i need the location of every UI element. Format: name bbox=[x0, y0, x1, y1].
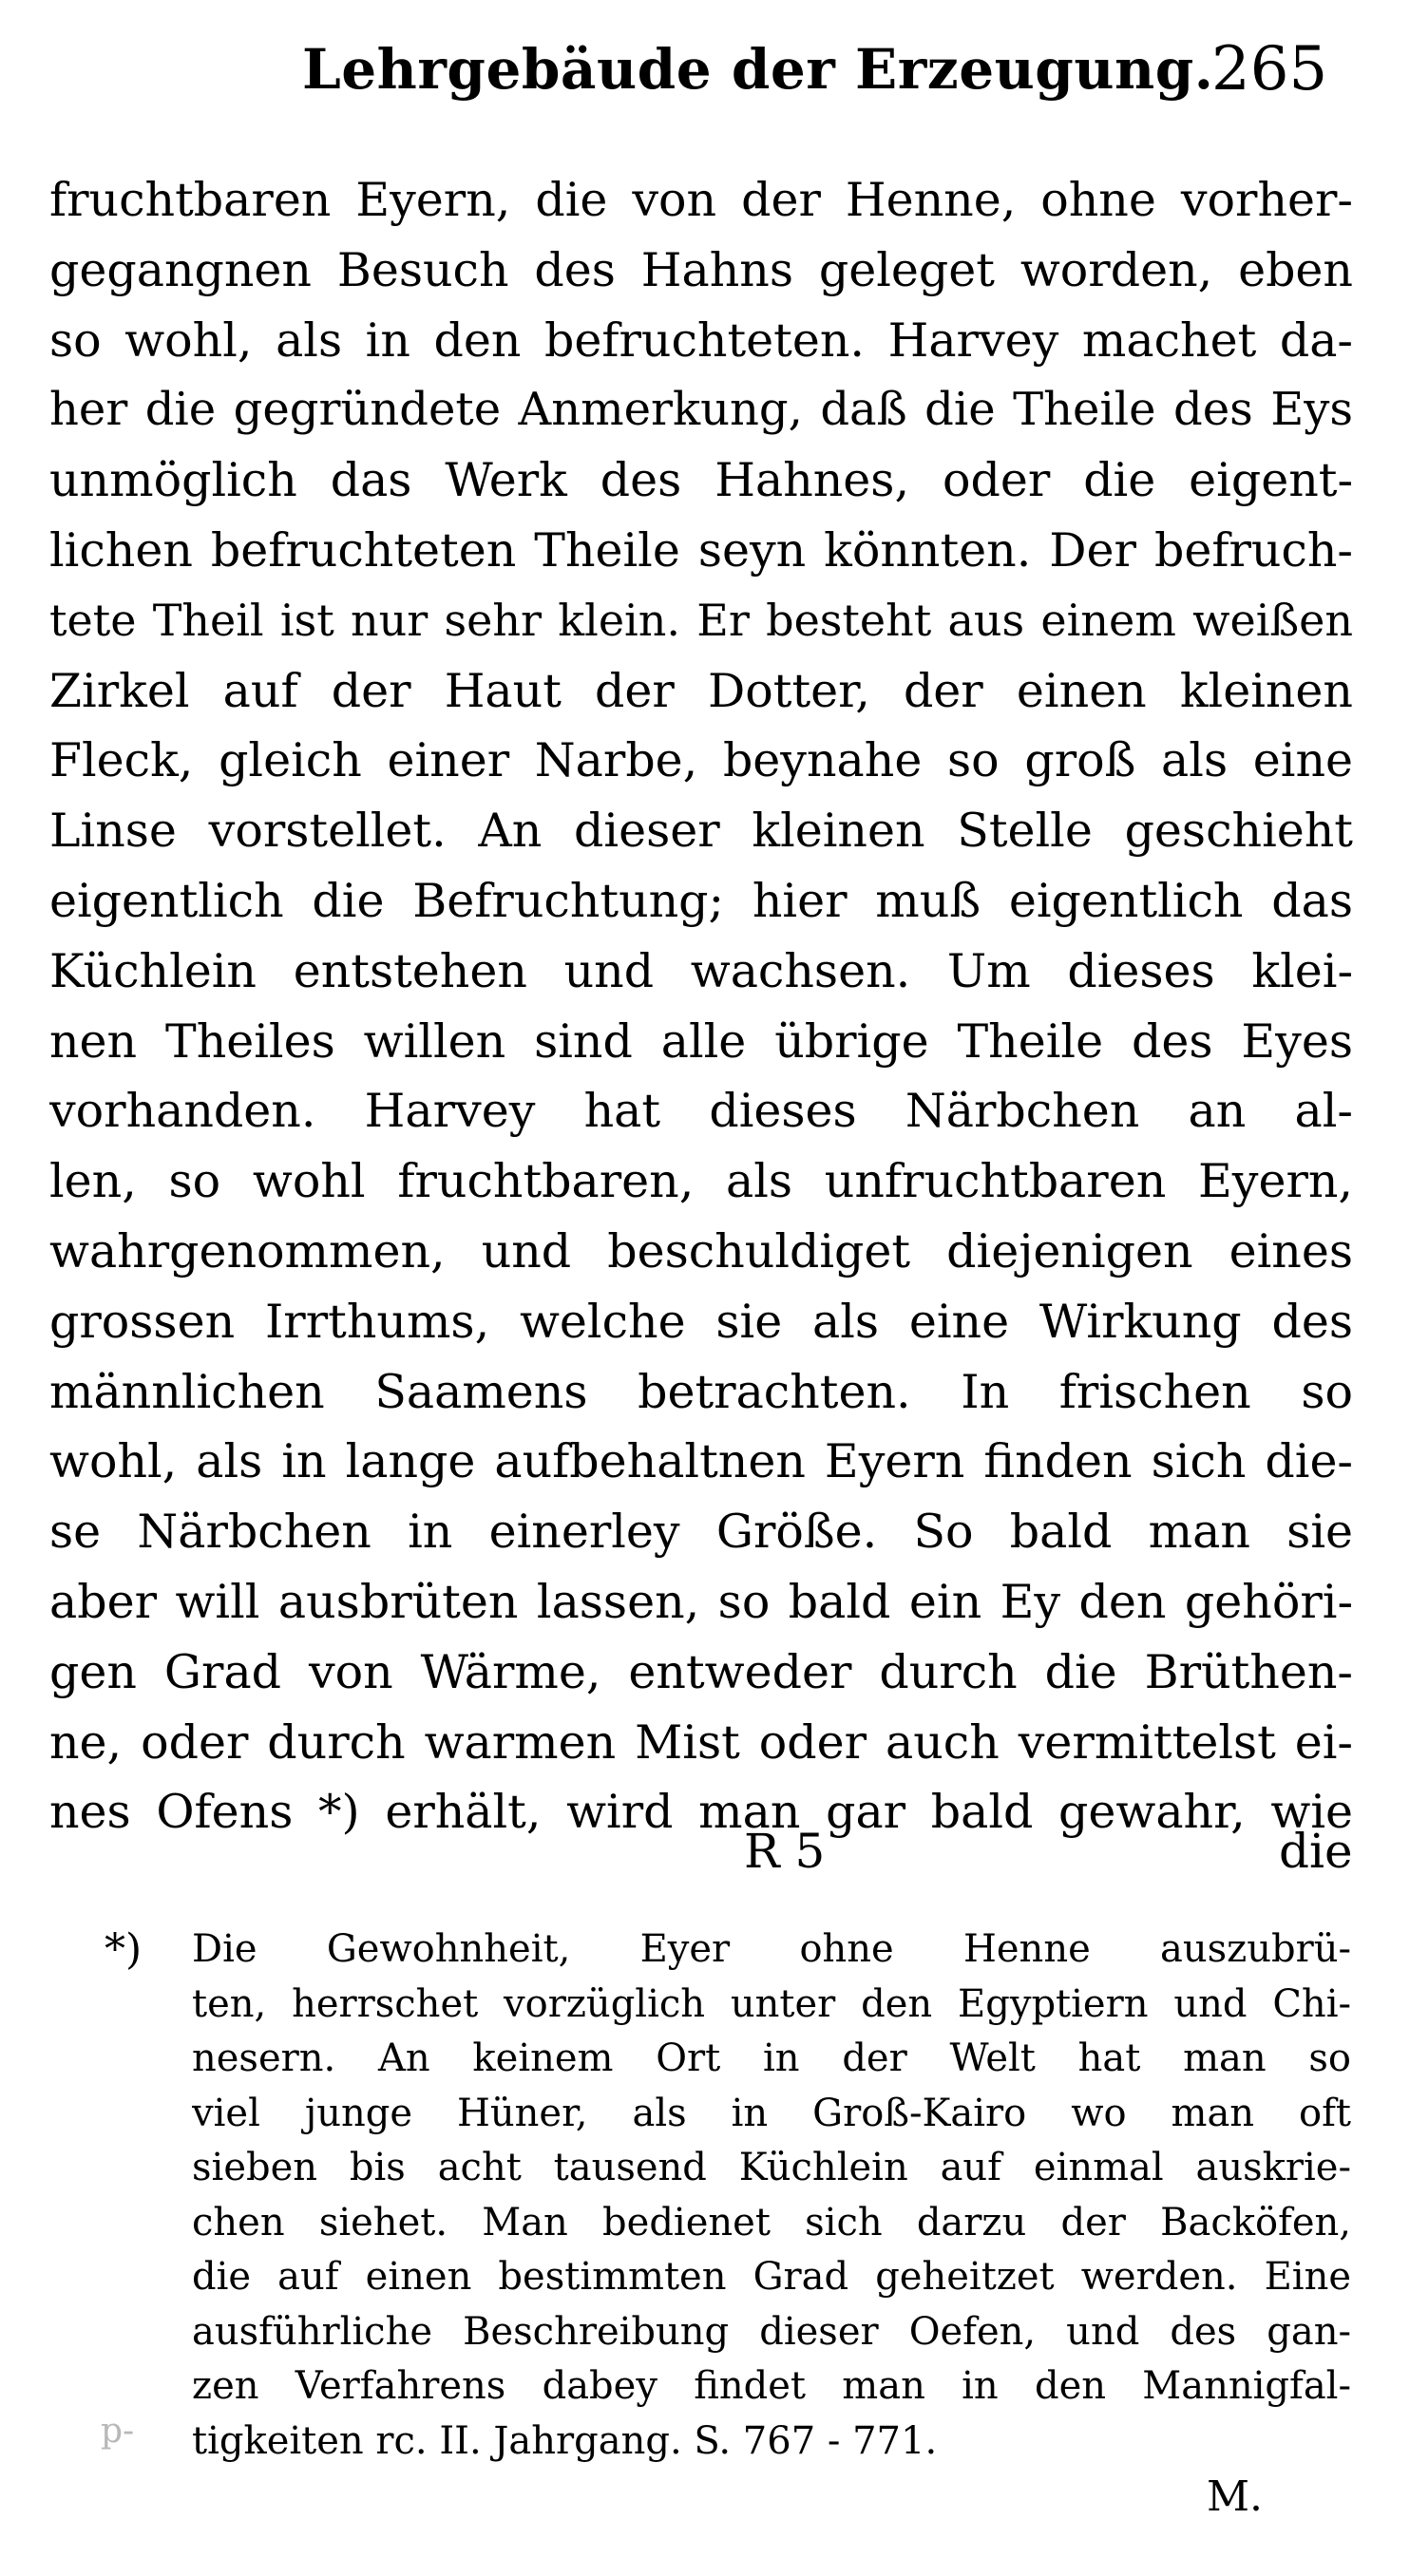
footnote-line: viel junge Hüner, als in Groß-Kairo wo man oft bbox=[192, 2091, 1351, 2135]
footnote-line: ausführliche Beschreibung dieser Oefen, und des gan- bbox=[192, 2309, 1351, 2354]
body-line: eigentlich die Befruchtung; hier muß eigentlich das bbox=[49, 873, 1353, 928]
body-text bbox=[49, 165, 1353, 1847]
margin-pencil-mark: p- bbox=[101, 2412, 135, 2451]
body-line: her die gegründete Anmerkung, daß die Theile des Eys bbox=[49, 383, 1353, 437]
body-line: nen Theiles willen sind alle übrige Theile des Eyes bbox=[49, 1013, 1353, 1069]
body-line: aber will ausbrüten lassen, so bald ein Ey den gehöri- bbox=[49, 1574, 1353, 1629]
body-line: se Närbchen in einerley Größe. So bald man sie bbox=[49, 1505, 1353, 1560]
body-line: Fleck, gleich einer Narbe, beynahe so groß als eine bbox=[49, 733, 1353, 788]
body-line: Linse vorstellet. An dieser kleinen Stelle geschieht bbox=[49, 804, 1353, 859]
body-line: wahrgenommen, und beschuldiget diejenigen eines bbox=[49, 1223, 1353, 1279]
footnote-line: zen Verfahrens dabey findet man in den Mannigfal- bbox=[192, 2364, 1351, 2408]
body-line: fruchtbaren Eyern, die von der Henne, ohne vorher- bbox=[49, 173, 1353, 227]
catchword: die bbox=[1279, 1824, 1353, 1879]
body-line: Zirkel auf der Haut der Dotter, der einen kleinen bbox=[49, 663, 1353, 718]
footnote-line: sieben bis acht tausend Küchlein auf einmal auskrie- bbox=[192, 2146, 1351, 2189]
signature-mark: R 5 bbox=[744, 1824, 826, 1879]
footnote-line: tigkeiten rc. II. Jahrgang. S. 767 - 771. bbox=[192, 2418, 938, 2463]
footnote-marker: *) bbox=[105, 1925, 143, 1974]
footnote-line: nesern. An keinem Ort in der Welt hat man so bbox=[192, 2036, 1351, 2080]
body-line: lichen befruchteten Theile seyn könnten. Der befruch- bbox=[49, 522, 1353, 578]
body-line: gegangnen Besuch des Hahns geleget worden, eben bbox=[49, 242, 1353, 297]
body-line: unmöglich das Werk des Hahnes, oder die eigent- bbox=[49, 453, 1353, 508]
footnote-line: Die Gewohnheit, Eyer ohne Henne auszubrü- bbox=[192, 1927, 1351, 1971]
page-number: 265 bbox=[1211, 34, 1328, 104]
body-line: Küchlein entstehen und wachsen. Um dieses klei- bbox=[49, 943, 1353, 998]
body-line: tete Theil ist nur sehr klein. Er besteht aus einem weißen bbox=[49, 594, 1353, 646]
footnote-signature: M. bbox=[1207, 2472, 1264, 2521]
running-title: Lehrgebäude der Erzeugung. bbox=[302, 37, 1214, 102]
body-line: len, so wohl fruchtbaren, als unfruchtbaren Eyern, bbox=[49, 1154, 1353, 1209]
body-line: nes Ofens *) erhält, wird man gar bald gewahr, wie bbox=[49, 1785, 1353, 1840]
body-line: gen Grad von Wärme, entweder durch die Brüthen- bbox=[49, 1644, 1353, 1699]
footnote-line: chen siehet. Man bedienet sich darzu der Backöfen, bbox=[192, 2200, 1351, 2245]
body-line: ne, oder durch warmen Mist oder auch vermittelst ei- bbox=[49, 1714, 1353, 1770]
body-line: vorhanden. Harvey hat dieses Närbchen an al- bbox=[49, 1084, 1353, 1139]
body-line: wohl, als in lange aufbehaltnen Eyern finden sich die- bbox=[49, 1434, 1353, 1489]
body-line: grossen Irrthums, welche sie als eine Wirkung des bbox=[49, 1294, 1353, 1349]
footnote-line: ten, herrschet vorzüglich unter den Egyptiern und Chi- bbox=[192, 1981, 1351, 2026]
body-line: so wohl, als in den befruchteten. Harvey machet da- bbox=[49, 313, 1353, 368]
footnote-text bbox=[192, 1923, 1351, 2469]
body-line: männlichen Saamens betrachten. In frischen so bbox=[49, 1364, 1353, 1419]
footnote-line: die auf einen bestimmten Grad geheitzet werden. Eine bbox=[192, 2255, 1351, 2299]
